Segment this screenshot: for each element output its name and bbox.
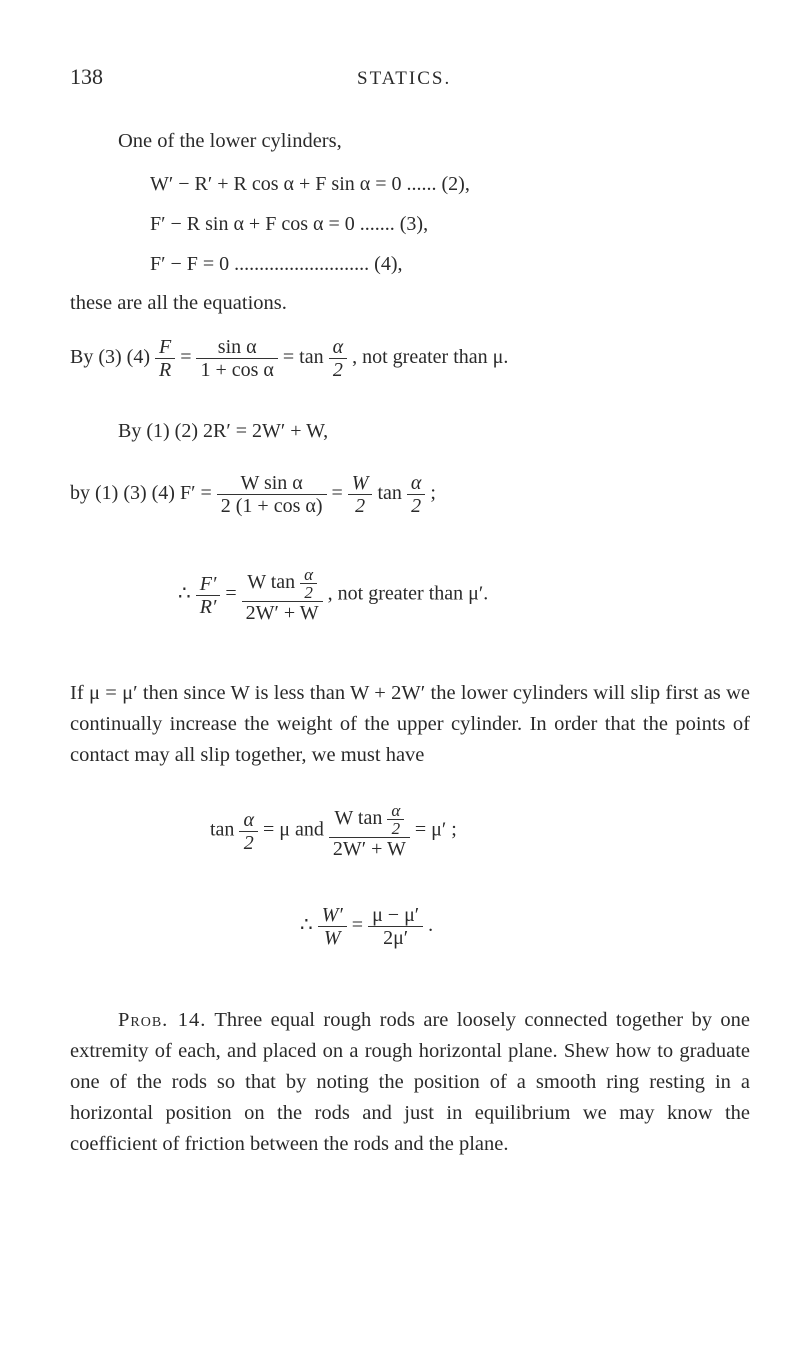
frac-num: F (158, 336, 172, 358)
frac-num (330, 802, 408, 837)
tan-label: = tan (282, 346, 324, 369)
num-prefix: W tan (247, 571, 296, 594)
eq-prefix: By (3) (4) (70, 346, 150, 369)
problem-text: Three equal rough rods are loosely connected together by one extremity of each, and placed on a rough horizontal plane. Shew how to graduate one of the rods so that by noting the position of a smooth ring resting in a horizontal position on the rods and just in equilibrium we may know the coefficient of friction between the rods and the plane. (70, 1009, 751, 1155)
therefore-symbol: ∴ (300, 914, 313, 937)
therefore-symbol: ∴ (178, 582, 191, 605)
frac-den: R (158, 359, 172, 381)
frac-num: α (243, 808, 254, 831)
equation-3: F′ − R sin α + F cos α = 0 ....... (3), (150, 213, 429, 235)
equation-by-3-4: By (3) (4) $\frac{F}{R}$ = $\frac{\text{sin α}}{\text{1 + cos α}}$ = tan $\frac{\alpha}{2}$ , not greater than μ. (70, 336, 509, 381)
eq-mid: = μ and (262, 818, 324, 841)
equation-4: F′ − F = 0 ........................... (4), (150, 253, 403, 275)
frac-den: 2 (304, 583, 313, 602)
frac-den: 1 + cos α (200, 359, 274, 381)
eq-suffix: = μ′ ; (414, 818, 457, 841)
frac-den: W (323, 927, 341, 949)
frac-num: W sin α (240, 472, 303, 494)
equation-by-1-2: By (1) (2) 2R′ = 2W′ + W, (118, 420, 329, 442)
equation-ratio: ∴ $\frac{F'}{R'}$ = W tan $\frac{\alpha}{2}$ 2W′ + W , not greater than μ′. (178, 565, 489, 624)
frac-num: W (351, 472, 369, 494)
running-title: STATICS. (357, 68, 452, 89)
frac-den: 2W′ + W (245, 602, 319, 624)
equation-by-1-3-4: by (1) (3) (4) F′ = $\frac{\text{W sin α}}{\text{2 (1 + cos α)}}$ = $\frac{W}{2}$ tan $\frac{\alpha}{2}$ ; (70, 472, 436, 517)
frac-den: 2 (355, 495, 366, 517)
eq-suffix: ; (430, 482, 436, 505)
equation-2: W′ − R′ + R cos α + F sin α = 0 ...... (2), (150, 173, 470, 195)
frac-den: 2W′ + W (332, 838, 406, 860)
intro-text: One of the lower cylinders, (118, 130, 342, 152)
problem-14 (70, 1005, 750, 1160)
frac-num: α (332, 336, 344, 358)
eq-suffix: . (428, 914, 434, 937)
frac-den: 2 (411, 495, 422, 517)
frac-num: α (304, 565, 314, 584)
frac-num: α (391, 801, 401, 820)
paragraph-body: If μ = μ′ then since W is less than W + 2W′ the lower cylinders will slip first as we continually increase the weight of the upper cylinder. In order that the points of contact may all slip together, we must have (70, 682, 750, 766)
frac-den: 2 (243, 831, 254, 854)
eq-suffix: , not greater than μ. (352, 346, 509, 369)
frac-den: 2 (391, 819, 401, 838)
equation-tan (210, 802, 457, 860)
frac-num: sin α (217, 336, 257, 358)
tan-label: tan (377, 482, 402, 505)
tan-label: tan (210, 818, 235, 841)
frac-num: W′ (321, 904, 343, 926)
frac-den: R′ (199, 595, 217, 618)
equation-final: ∴ $\frac{W'}{W}$ = $\frac{\mu - \mu'}{2\mu'}$ . (300, 904, 434, 949)
frac-num: μ − μ′ (372, 904, 420, 926)
num-prefix: W tan (334, 807, 383, 830)
page-number: 138 (70, 64, 103, 89)
frac-num: α (410, 472, 422, 494)
eq-prefix: by (1) (3) (4) F′ = (70, 482, 212, 505)
frac-den: 2 (332, 359, 343, 381)
frac-den: 2 (1 + cos α) (220, 495, 323, 517)
all-equations-note: these are all the equations. (70, 292, 287, 314)
problem-label: Prob. 14. (118, 1009, 207, 1031)
eq-suffix: , not greater than μ′. (327, 582, 489, 605)
frac-num: F′ (199, 572, 217, 595)
frac-num (243, 566, 321, 601)
frac-den: 2μ′ (383, 927, 409, 949)
